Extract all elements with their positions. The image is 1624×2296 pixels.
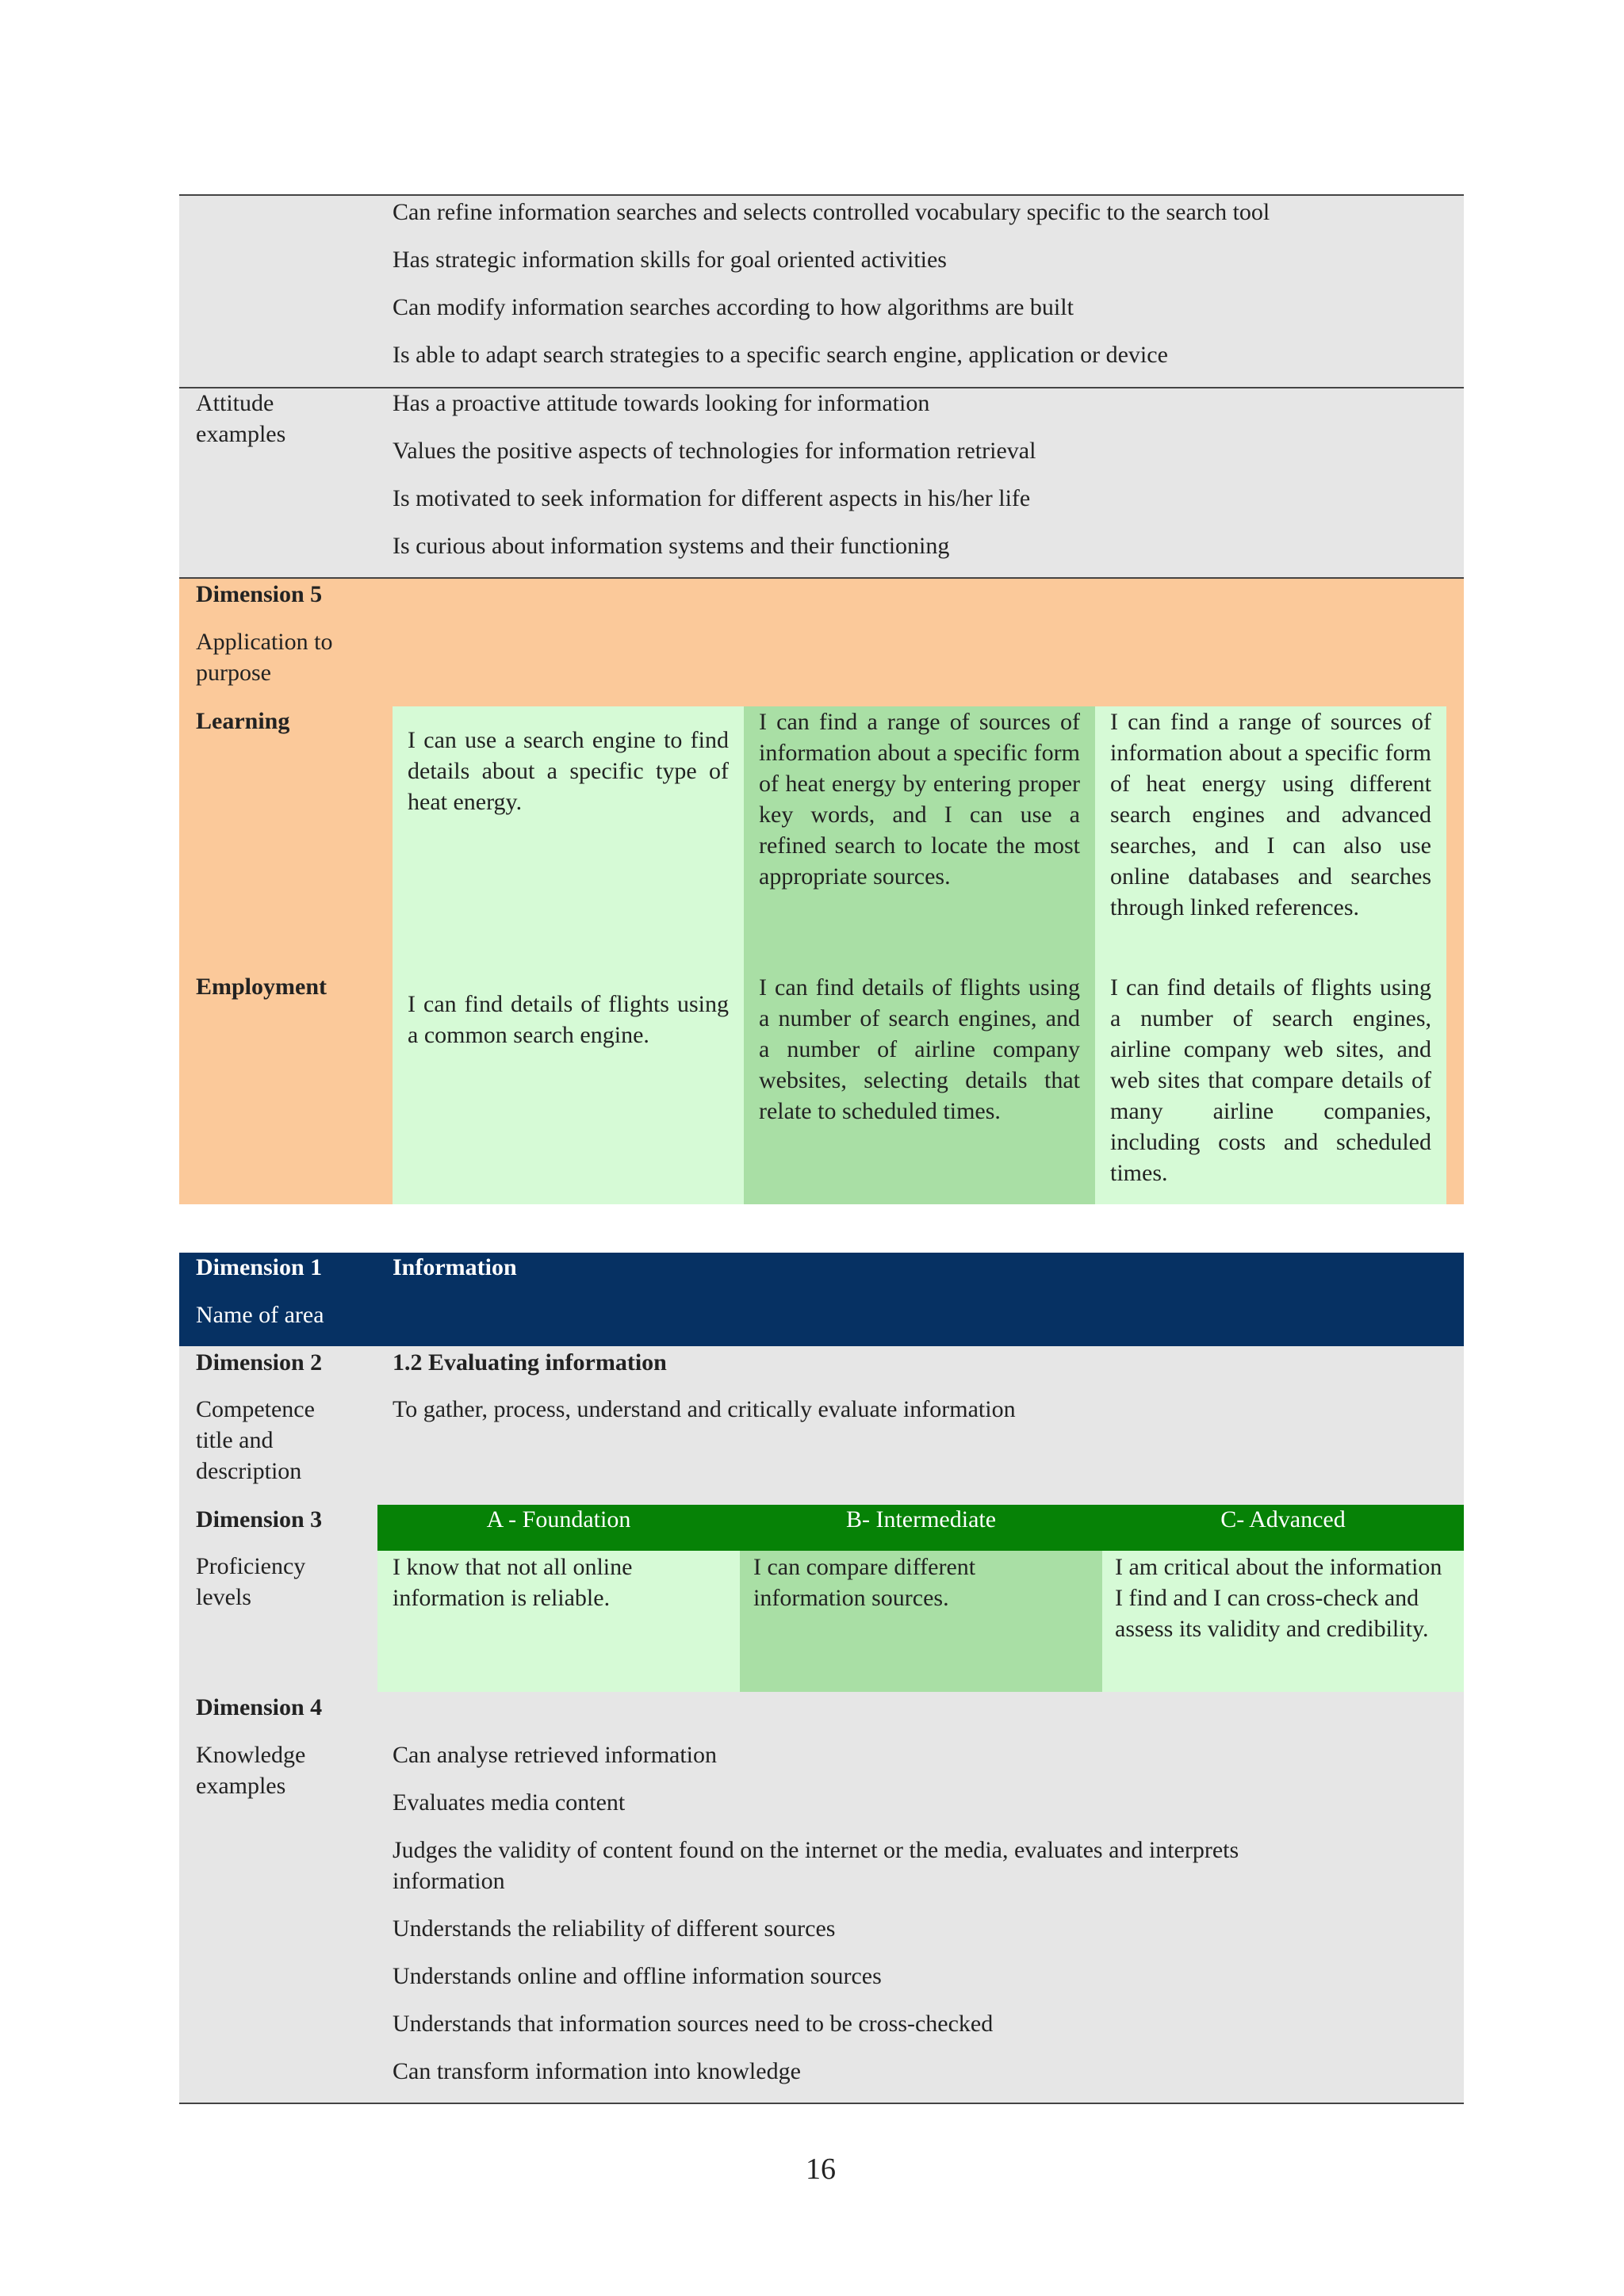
- knowledge-item: Understands online and offline information sources: [393, 1963, 882, 1989]
- learning-level-a: I can use a search engine to find details about a specific type of heat energy.: [408, 727, 729, 815]
- dimension1-heading: Dimension 1: [196, 1254, 323, 1280]
- learning-level-c: I can find a range of sources of information about a specific form of heat energy using different search engines and advanced searches, and I can also use online databases and searches through linked references.: [1110, 709, 1431, 920]
- dimension1-row: [179, 1253, 1464, 1346]
- employment-level-c: I can find details of flights using a number of search engines, airline company web sites, and web sites that compare details of many airline companies, including costs and scheduled times.: [1110, 974, 1431, 1186]
- dimension2-heading: Dimension 2: [196, 1349, 323, 1376]
- proficiency-level-c: I am critical about the information I find and I can cross-check and assess its validity and credibility.: [1115, 1554, 1442, 1642]
- dimension5-label: purpose: [196, 660, 271, 686]
- dimension4-label: Knowledge: [196, 1742, 306, 1768]
- knowledge-item: information: [393, 1868, 505, 1894]
- skill-item: Is able to adapt search strategies to a specific search engine, application or device: [393, 342, 1168, 368]
- attitude-item: Is motivated to seek information for different aspects in his/her life: [393, 485, 1031, 511]
- attitude-item: Is curious about information systems and their functioning: [393, 533, 950, 559]
- level-c-header: C- Advanced: [1220, 1506, 1346, 1533]
- employment-label: Employment: [196, 974, 327, 1000]
- dimension4-heading: Dimension 4: [196, 1694, 323, 1720]
- dimension2-label: description: [196, 1458, 302, 1484]
- dimension3-heading: Dimension 3: [196, 1506, 323, 1533]
- proficiency-level-a: I know that not all online information is reliable.: [393, 1554, 633, 1611]
- competence-description: To gather, process, understand and critically evaluate information: [393, 1396, 1016, 1422]
- area-name: Information: [393, 1254, 517, 1280]
- knowledge-item: Understands the reliability of different sources: [393, 1915, 836, 1942]
- learning-level-b: I can find a range of sources of information about a specific form of heat energy by entering proper key words, and I can use a refined search to locate the most appropriate sources.: [759, 709, 1080, 890]
- level-b-header: B- Intermediate: [845, 1506, 997, 1533]
- attitude-label: examples: [196, 421, 286, 447]
- dimension3-label: Proficiency: [196, 1553, 306, 1579]
- dimension1-label: Name of area: [196, 1302, 324, 1328]
- skill-item: Has strategic information skills for goal oriented activities: [393, 247, 947, 273]
- dimension5-label: Application to: [196, 629, 333, 655]
- dimension3-label: levels: [196, 1584, 251, 1610]
- learning-label: Learning: [196, 708, 290, 734]
- skill-item: Can refine information searches and selects controlled vocabulary specific to the search tool: [393, 199, 1270, 225]
- proficiency-level-b: I can compare different information sources.: [753, 1554, 976, 1611]
- attitude-label: Attitude: [196, 390, 274, 416]
- knowledge-item: Understands that information sources need to be cross-checked: [393, 2011, 994, 2037]
- table-border: [179, 2103, 1464, 2104]
- knowledge-item: Can analyse retrieved information: [393, 1742, 718, 1768]
- page-number: 16: [806, 2152, 836, 2186]
- level-a-header: A - Foundation: [486, 1506, 631, 1533]
- knowledge-item: Evaluates media content: [393, 1789, 626, 1816]
- employment-level-b: I can find details of flights using a number of search engines, and a number of airline company websites, selecting details that relate to scheduled times.: [759, 974, 1080, 1124]
- employment-level-a: I can find details of flights using a common search engine.: [408, 991, 729, 1048]
- attitude-item: Values the positive aspects of technologies for information retrieval: [393, 438, 1036, 464]
- dimension4-label: examples: [196, 1773, 286, 1799]
- dimension2-label: Competence: [196, 1396, 315, 1422]
- skill-item: Can modify information searches according to how algorithms are built: [393, 294, 1074, 320]
- knowledge-item: Judges the validity of content found on the internet or the media, evaluates and interprets: [393, 1837, 1239, 1863]
- knowledge-item: Can transform information into knowledge: [393, 2058, 801, 2084]
- competence-title: 1.2 Evaluating information: [393, 1349, 667, 1376]
- dimension5-heading: Dimension 5: [196, 581, 323, 607]
- dimension2-label: title and: [196, 1427, 274, 1453]
- attitude-item: Has a proactive attitude towards looking for information: [393, 390, 930, 416]
